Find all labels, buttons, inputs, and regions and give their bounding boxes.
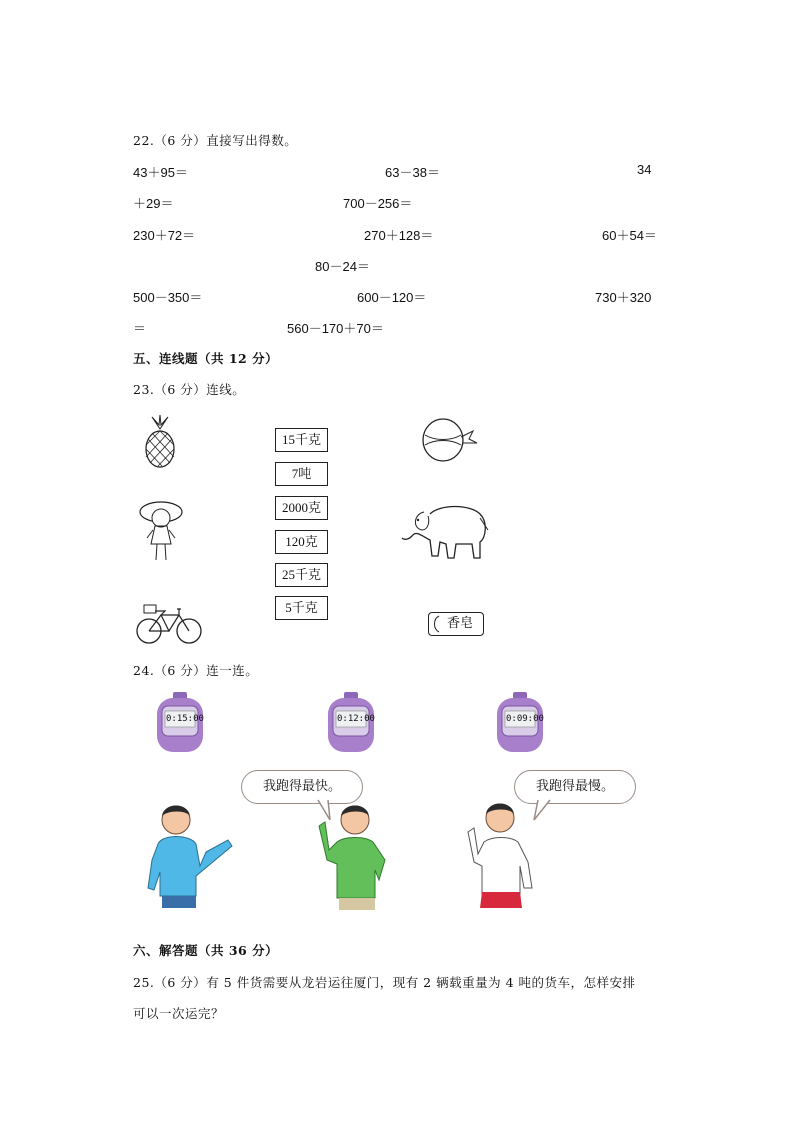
q24-heading: 24.（6 分）连一连。: [133, 663, 259, 678]
section-heading: 六、解答题（共 36 分）: [133, 943, 279, 958]
speech-bubble-fast: 我跑得最快。: [241, 770, 363, 804]
math-item: 730＋320: [595, 290, 652, 305]
section-heading: 五、连线题（共 12 分）: [133, 351, 279, 366]
q25-line: 25.（6 分）有 5 件货需要从龙岩运往厦门，现有 2 辆载重量为 4 吨的货车，怎样安排: [133, 975, 636, 990]
weight-box[interactable]: 7吨: [275, 462, 328, 486]
q23-heading: 23.（6 分）连线。: [133, 382, 246, 397]
pineapple-icon: [140, 415, 180, 467]
soap-label: 香皂: [446, 616, 473, 631]
math-item: ＋29＝: [133, 196, 174, 211]
math-item: 270＋128＝: [364, 228, 434, 243]
math-item: 560－170＋70＝: [287, 321, 384, 336]
math-item: 80－24＝: [315, 259, 370, 274]
girl-icon: [137, 498, 185, 566]
boy-green-shirt-illustration: [315, 800, 395, 910]
watermelon-icon: [421, 417, 479, 463]
math-item: 43＋95＝: [133, 165, 188, 180]
weight-box[interactable]: 5千克: [275, 596, 328, 620]
weight-box[interactable]: 25千克: [275, 563, 328, 587]
math-item: 230＋72＝: [133, 228, 196, 243]
bicycle-icon: [135, 603, 203, 645]
math-item: 34: [637, 162, 652, 177]
soap-corner-icon: [431, 615, 441, 633]
weight-box[interactable]: 15千克: [275, 428, 328, 452]
stopwatch-time: 0:09:00: [506, 714, 544, 724]
q22-heading: 22.（6 分）直接写出得数。: [133, 133, 298, 148]
math-item: 500－350＝: [133, 290, 203, 305]
stopwatch-time: 0:12:00: [337, 714, 375, 724]
math-item: 600－120＝: [357, 290, 427, 305]
q25-line: 可以一次运完？: [133, 1006, 225, 1021]
soap-box[interactable]: [428, 612, 484, 636]
weight-box[interactable]: 2000克: [275, 496, 328, 520]
boy-white-shirt-illustration: [466, 796, 546, 910]
elephant-icon: [400, 500, 492, 560]
math-item: 700－256＝: [343, 196, 413, 211]
speech-bubble-slow: 我跑得最慢。: [514, 770, 636, 804]
boy-blue-shirt-illustration: [146, 800, 238, 910]
math-item: 60＋54＝: [602, 228, 657, 243]
weight-box[interactable]: 120克: [275, 530, 328, 554]
math-item: ＝: [133, 321, 147, 336]
stopwatch-time: 0:15:00: [166, 714, 204, 724]
math-item: 63－38＝: [385, 165, 440, 180]
